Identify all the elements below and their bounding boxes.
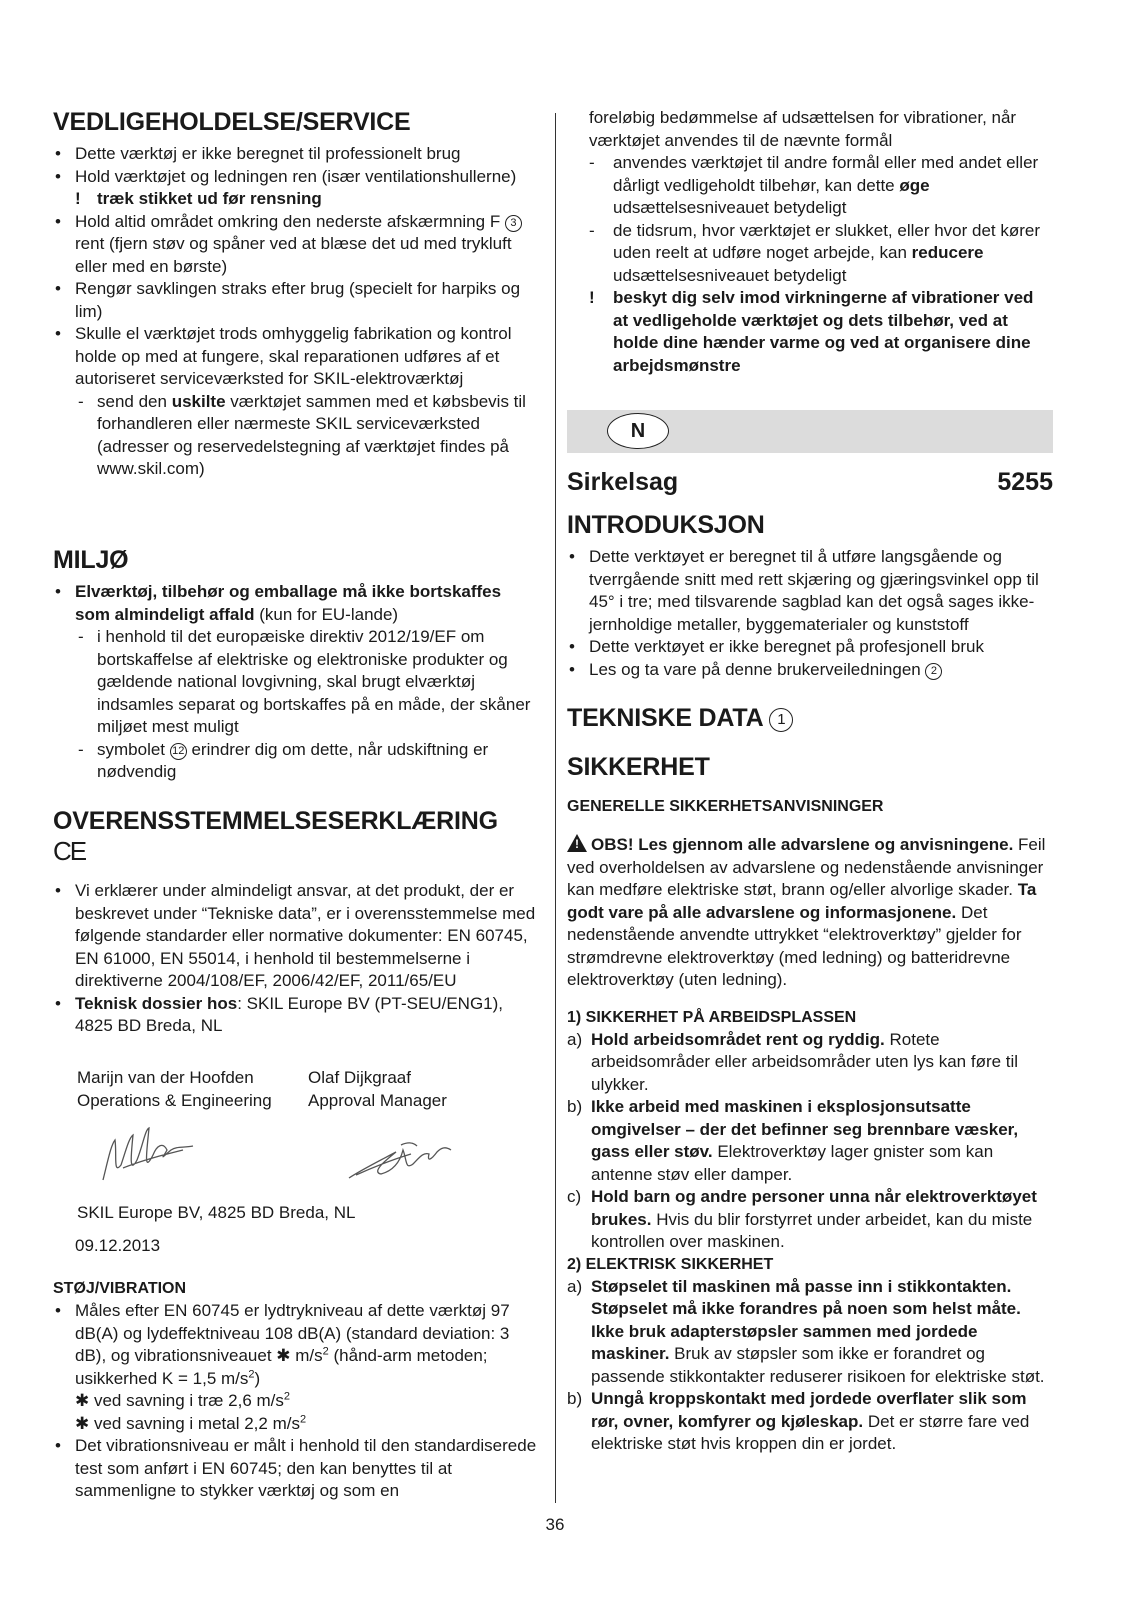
- vibration-continued: [567, 107, 1053, 377]
- list-item: • Dette verktøyet er beregnet til å utføre langsgående og tverrgående snitt med rett skjæring og gjæringsvinkel opp til 45° i tre; med tilsvarende sagblad kan det også sages ikke-jernholdige metaller, byggematerialer og kunststoff: [567, 546, 1053, 636]
- warning-triangle-icon: [567, 834, 587, 852]
- list-item: • Les og ta vare på denne brukerveiledningen 2: [567, 659, 1053, 682]
- noise-section: [53, 1278, 539, 1503]
- tech-data-section: [567, 703, 1053, 733]
- tech-data-heading: TEKNISKE DATA 1: [567, 703, 1053, 733]
- conformity-heading: OVERENSSTEMMELSESERKLÆRING: [53, 807, 498, 835]
- asterisk-icon: ✱: [75, 1413, 90, 1433]
- list-item: c) Hold barn og andre personer unna når elektroverktøyet brukes. Hvis du blir forstyrret under arbeidet, kan du miste kontrollen over maskinen.: [567, 1187, 1037, 1251]
- service-section: [53, 107, 539, 481]
- ref-number: 1: [769, 708, 793, 732]
- subsection-heading: 2) ELEKTRISK SIKKERHET: [567, 1255, 774, 1273]
- list-item: • Skulle el værktøjet trods omhyggelig fabrikation og kontrol holde op med at fungere, skal reparationen udføres af et autoriseret serviceværksted for SKIL-elektroværktøj: [53, 323, 539, 391]
- signatory-1: Marijn van der Hoofden Operations & Engineering: [77, 1068, 272, 1110]
- language-badge: N: [607, 413, 669, 449]
- list-item: • Hold altid området omkring den nederste afskærmning F 3 rent (fjern støv og spåner ved at blæse det ud med trykluft eller med en børste): [53, 211, 539, 279]
- list-item: • Måles efter EN 60745 er lydtrykniveau af dette værktøj 97 dB(A) og lydeffektniveau 108 dB(A) (standard deviation: 3 dB), og vibrationsniveauet ✱ $m/s^2$ (hånd-arm metoden; usikkerhed K = 1,5 $m/s^2$) ✱ ved savning i træ 2,6 $m/s^2$ ✱ ved savning i metal 2,2 $m/s^2$: [53, 1300, 539, 1435]
- date: 09.12.2013: [75, 1236, 161, 1255]
- company-address: SKIL Europe BV, 4825 BD Breda, NL: [77, 1203, 356, 1222]
- environment-section: [53, 545, 539, 784]
- list-item: - send den uskilte værktøjet sammen med et købsbevis til forhandleren eller nærmeste SKIL serviceværksted (adresser og reservedelstegning af værktøjet findes på www.skil.com): [53, 391, 539, 481]
- list-item: • Det vibrationsniveau er målt i henhold til den standardiserede test som anført i EN 60745; den kan benyttes til at sammenligne to stykker værktøj og som en: [53, 1435, 539, 1503]
- service-heading: VEDLIGEHOLDELSE/SERVICE: [53, 108, 411, 136]
- list-item: • Dette verktøyet er ikke beregnet på profesjonell bruk: [567, 636, 1053, 659]
- ref-number: 3: [505, 215, 522, 232]
- warning-item: ! beskyt dig selv imod virkningerne af vibrationer ved at vedligeholde værktøjet og dets tilbehør, ved at holde dine hænder varme og ved at organisere dine arbejdsmønstre: [567, 287, 1053, 377]
- safety-section: [567, 752, 1053, 1456]
- list-item: a) Støpselet til maskinen må passe inn i stikkontakten. Støpselet må ikke forandres på noen som helst måte. Ikke bruk adapterstøpsler sammen med jordede maskiner. Bruk av støpsler som ikke er forandret og passende stikkontakter reduserer risikoen for elektriske støt.: [567, 1276, 1045, 1386]
- intro-section: [567, 510, 1053, 681]
- noise-heading: STØJ/VIBRATION: [53, 1280, 187, 1297]
- asterisk-icon: ✱: [75, 1391, 90, 1410]
- signature-2-image: [341, 1130, 481, 1190]
- paragraph: foreløbig bedømmelse af udsættelsen for vibrationer, når værktøjet anvendes til de nævnte formål: [589, 108, 1017, 150]
- column-divider: [555, 113, 556, 1503]
- list-item: • Rengør savklingen straks efter brug (specielt for harpiks og lim): [53, 278, 539, 323]
- list-item: - i henhold til det europæiske direktiv 2012/19/EF om bortskaffelse af elektriske og elektroniske produkter og gældende national lovgivning, skal brugt elværktøj indsamles separat og bortskaffes på en måde, der skåner miljøet mest muligt: [53, 626, 539, 739]
- list-item: • Dette værktøj er ikke beregnet til professionelt brug: [53, 143, 539, 166]
- ce-mark-icon: CE: [53, 836, 86, 866]
- list-item: - de tidsrum, hvor værktøjet er slukket, eller hvor det kører uden reelt at udføre noget arbejde, kan reducere udsættelsesniveauet betydeligt: [567, 220, 1053, 288]
- environment-heading: MILJØ: [53, 546, 129, 574]
- product-title-row: [567, 467, 1053, 497]
- signature-1-image: [93, 1120, 233, 1190]
- ref-number: 12: [170, 743, 187, 760]
- page-number: 36: [545, 1515, 565, 1534]
- paragraph: !OBS! Les gjennom alle advarslene og anvisningene. Feil ved overholdelsen av advarslene og nedenstående anvisninger kan medføre elektriske støt, brann og/eller alvorlige skader. Ta godt vare på alle advarslene og informasjonene. Det nedenstående anvendte uttrykket “elektroverktøy” gjelder for strømdrevne elektroverktøy (med ledning) og batteridrevne elektroverktøy (uten ledning).: [567, 834, 1053, 992]
- signatures: [77, 1067, 539, 1112]
- safety-subheading: GENERELLE SIKKERHETSANVISNINGER: [567, 798, 884, 815]
- list-item: - symbolet 12 erindrer dig om dette, når udskiftning er nødvendig: [53, 739, 539, 784]
- safety-heading: SIKKERHET: [567, 753, 710, 781]
- list-item: • Vi erklærer under almindeligt ansvar, at det produkt, der er beskrevet under “Tekniske data”, er i overensstemmelse med følgende standarder eller normative dokumenter: EN 60745, EN 61000, EN 55014, i henhold til bestemmelserne i direktiverne 2004/108/EF, 2006/42/EF, 2011/65/EU: [53, 880, 539, 993]
- list-item: • Teknisk dossier hos: SKIL Europe BV (PT-SEU/ENG1), 4825 BD Breda, NL: [53, 993, 539, 1038]
- list-item: • Elværktøj, tilbehør og emballage må ikke bortskaffes som almindeligt affald (kun for EU-lande): [53, 581, 539, 626]
- intro-heading: INTRODUKSJON: [567, 511, 765, 539]
- conformity-section: [53, 806, 539, 1038]
- subsection-heading: 1) SIKKERHET PÅ ARBEIDSPLASSEN: [567, 1008, 857, 1026]
- list-item: • Hold værktøjet og ledningen ren (især ventilationshullerne): [53, 166, 539, 189]
- warning-item: ! træk stikket ud før rensning: [53, 188, 539, 211]
- model-number: 5255: [997, 468, 1053, 496]
- list-item: - anvendes værktøjet til andre formål eller med andet eller dårligt vedligeholdt tilbehør, kan dette øge udsættelsesniveauet betydeligt: [567, 152, 1053, 220]
- list-item: b) Unngå kroppskontakt med jordede overflater slik som rør, ovner, komfyrer og kjøleskap. Det er større fare ved elektriske støt hvis kroppen din er jordet.: [567, 1389, 1030, 1453]
- signatory-2: Olaf Dijkgraaf Approval Manager: [308, 1068, 447, 1110]
- ref-number: 2: [925, 663, 942, 680]
- list-item: a) Hold arbeidsområdet rent og ryddig. Rotete arbeidsområder eller arbeidsområder uten lys kan føre til ulykker.: [567, 1029, 1019, 1094]
- language-bar: [567, 410, 1053, 453]
- product-name: Sirkelsag: [567, 468, 679, 496]
- asterisk-icon: ✱: [276, 1346, 291, 1365]
- list-item: b) Ikke arbeid med maskinen i eksplosjonsutsatte omgivelser – der det befinner seg brennbare væsker, gass eller støv. Elektroverktøy lager gnister som kan antenne støv eller damper.: [567, 1097, 1019, 1184]
